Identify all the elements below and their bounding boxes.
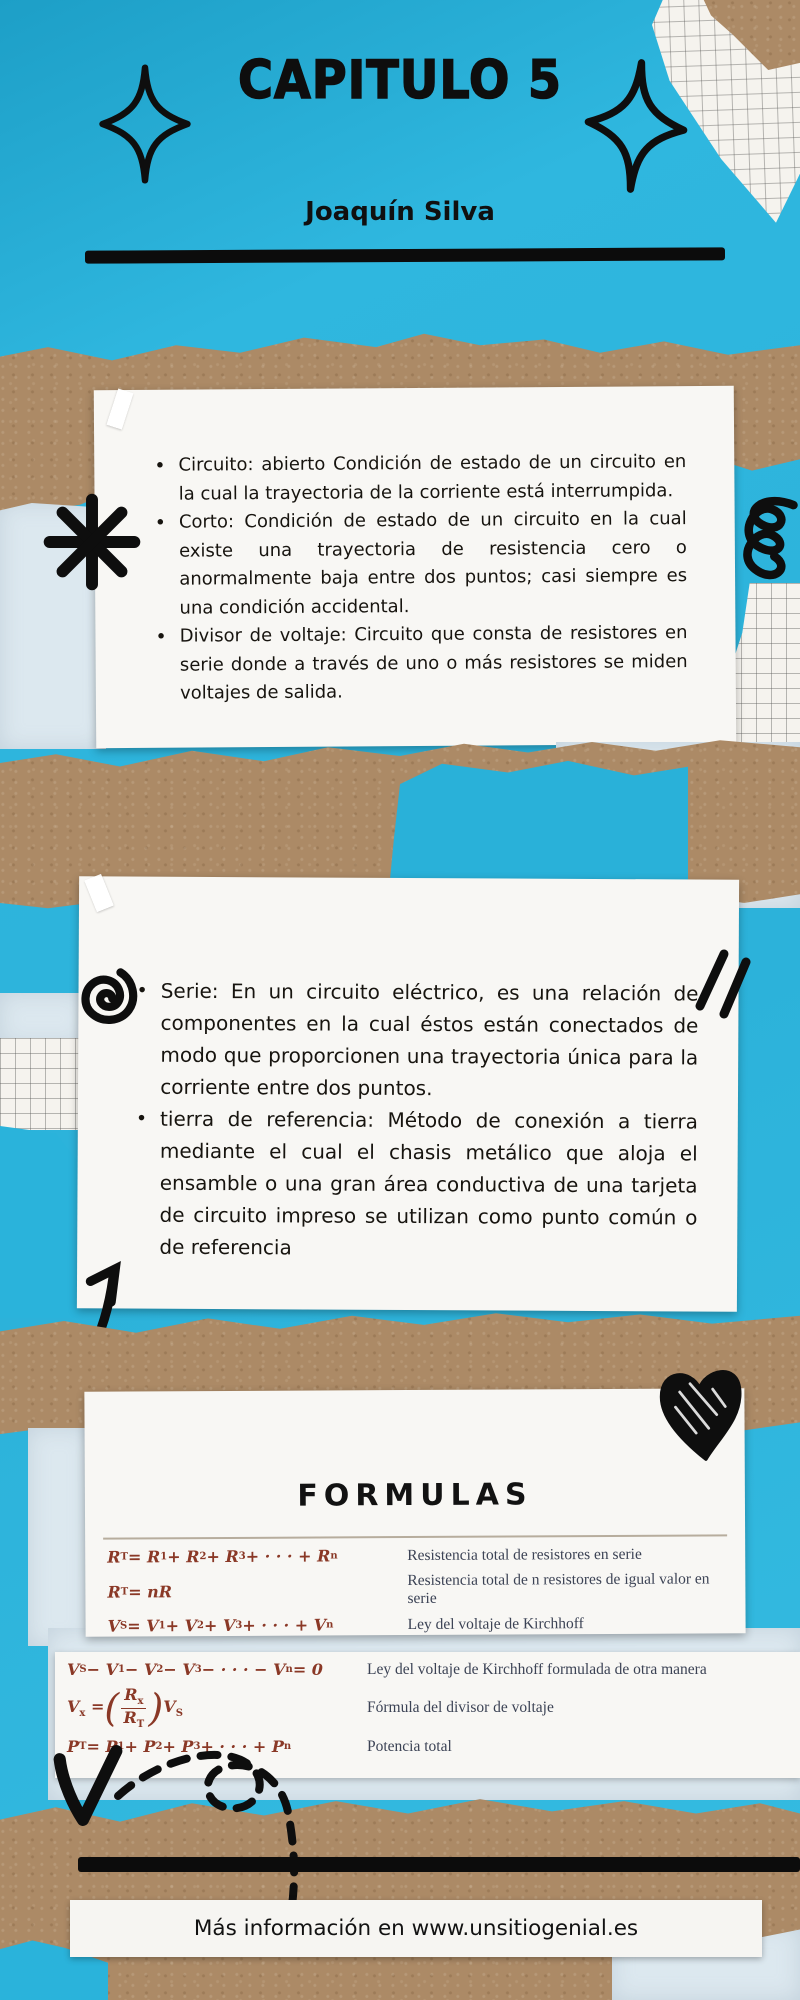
- footer-strip: [70, 1900, 762, 1957]
- formula-expression: $V_x$ = ( $\frac{R_x}{R_T}$ ) $V_S$: [67, 1685, 183, 1731]
- definition-text: Corto: Condición de estado de un circuito en la cual existe una trayectoria de resistencia cero o anormalmente baja entre dos puntos; casi siempre es una condición accidental.: [178, 508, 688, 619]
- sparkle-icon: [578, 46, 695, 206]
- definitions-list-2: [135, 975, 699, 1266]
- definition-text: tierra de referencia: Método de conexión a tierra mediante el cual el chasis metálico que aloja el ensamble o una gran área conductiva de una tarjeta de circuito impreso se utilizan como punto común o de referencia: [159, 1106, 698, 1260]
- formula-row: [67, 1660, 793, 1679]
- film-hole-strip: [127, 895, 415, 897]
- formula-description: Resistencia total de n resistores de igual valor en serie: [407, 1570, 710, 1608]
- formula-row: [67, 1686, 793, 1730]
- formulas-heading: FORMULAS: [297, 1477, 533, 1514]
- author-name: Joaquín Silva: [305, 197, 495, 227]
- bullet-icon: •: [136, 979, 148, 1002]
- spiral-doodle-icon: [68, 956, 150, 1038]
- formula-expression: V S = V 1 + V 2 + V 3 + · · · + V n: [107, 1615, 334, 1636]
- definitions-note-1: [94, 386, 736, 748]
- slash-marks-doodle-icon: [688, 948, 750, 1020]
- formula-description: Potencia total: [367, 1737, 452, 1755]
- bullet-icon: •: [135, 1107, 148, 1130]
- asterisk-doodle-icon: [46, 496, 138, 588]
- formula-expression: R T = R 1 + R 2 + R 3 + · · · + R n: [107, 1546, 338, 1567]
- bullet-icon: •: [154, 454, 166, 477]
- formula-table-1: [107, 1544, 727, 1642]
- light-paper-sheet: [28, 1428, 90, 1646]
- formula-description: Fórmula del divisor de voltaje: [367, 1699, 554, 1717]
- header-divider-bar: [85, 247, 725, 263]
- definition-item: [136, 975, 699, 1106]
- definitions-note-2: [77, 876, 739, 1311]
- definitions-list-1: [154, 448, 688, 708]
- definition-text: Circuito: abierto Condición de estado de un circuito en la cual la trayectoria de la corriente está interrumpida.: [178, 451, 687, 505]
- definition-item: [155, 619, 688, 708]
- film-hole-strip: [139, 402, 436, 404]
- formula-description: Ley del voltaje de Kirchhoff: [407, 1614, 584, 1633]
- sparkle-icon: [98, 64, 192, 184]
- formula-expression: R T = nR: [107, 1581, 173, 1602]
- footer-divider-bar: [78, 1857, 800, 1872]
- formula-description: Ley del voltaje de Kirchhoff formulada de otra manera: [367, 1660, 707, 1678]
- grid-paper-scrap: [0, 1038, 88, 1130]
- formula-expression: V S − V 1 − V 2 − V 3 − · · · − V n = 0: [67, 1660, 323, 1679]
- definition-text: Divisor de voltaje: Circuito que consta de resistores en serie donde a través de uno o más resistores se miden voltajes de salida.: [179, 622, 688, 704]
- definition-text: Serie: En un circuito eléctrico, es una relación de componentes en la cual éstos están conectados de modo que proporcionen una trayectoria única para la corriente entre dos puntos.: [160, 978, 699, 1101]
- definition-item: [155, 505, 688, 623]
- formula-expression: P T = P 1 + P 2 + P 3 + · · · + P n: [67, 1737, 292, 1757]
- table-rule: [103, 1534, 727, 1539]
- formulas-note: [84, 1388, 745, 1636]
- dashed-swirl-arrow-icon: [70, 1738, 330, 1913]
- page-title: CAPITULO 5: [238, 50, 562, 111]
- bullet-icon: •: [155, 625, 167, 648]
- footer-text: Más información en www.unsitiogenial.es: [193, 1916, 639, 1941]
- definition-item: [154, 448, 686, 509]
- formula-row: [107, 1544, 727, 1566]
- formula-row: [107, 1570, 727, 1609]
- formula-row: [108, 1613, 728, 1635]
- bullet-icon: •: [154, 511, 166, 534]
- formula-description: Resistencia total de resistores en serie: [407, 1545, 642, 1564]
- definition-item: [135, 1103, 698, 1266]
- scribble-heart-icon: [651, 1352, 753, 1478]
- film-hole-strip: [128, 1402, 416, 1404]
